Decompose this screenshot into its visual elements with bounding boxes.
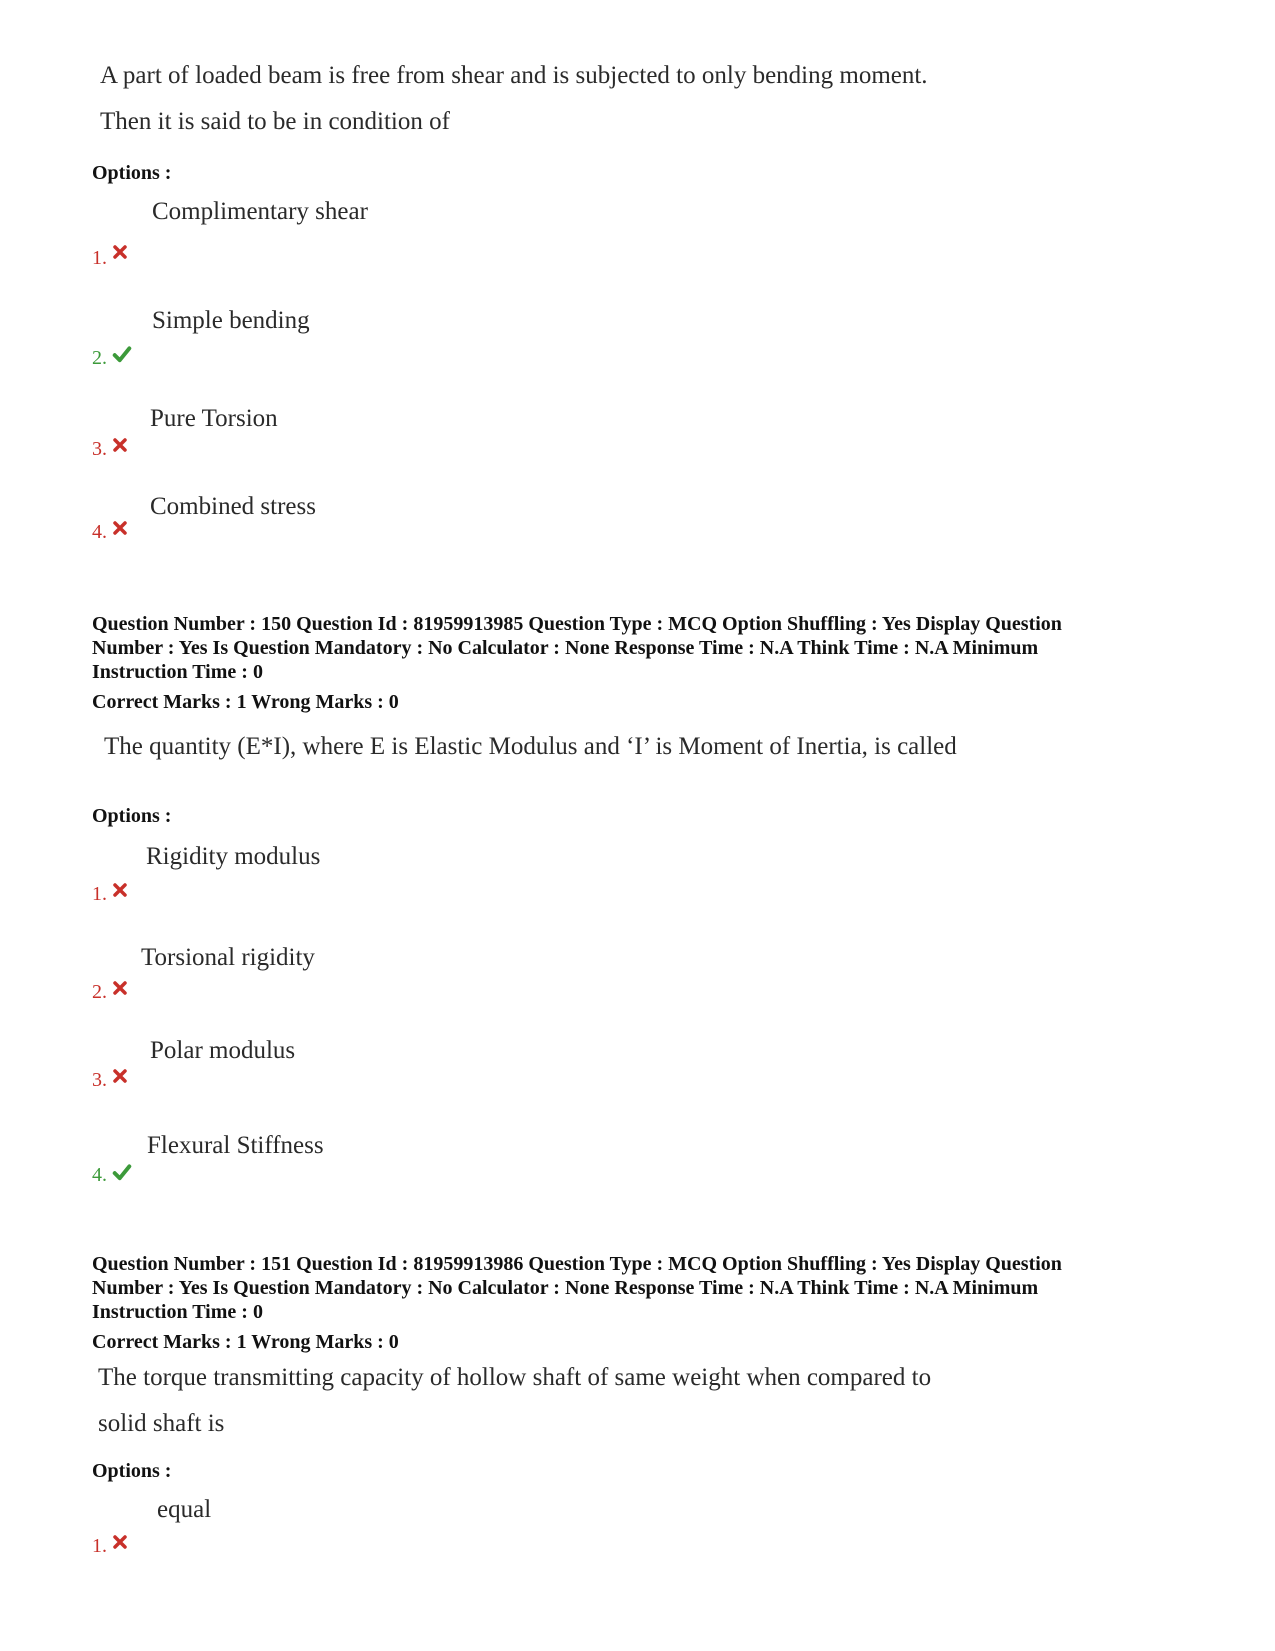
question-150-marks: Correct Marks : 1 Wrong Marks : 0 (92, 691, 399, 713)
question-150-meta-line1: Question Number : 150 Question Id : 81959913985 Question Type : MCQ Option Shuffling : Yes Display Question (92, 613, 1062, 635)
cross-icon (112, 520, 128, 536)
checkmark-icon (112, 1163, 132, 1181)
option-number: 3. (92, 1069, 128, 1092)
checkmark-icon (112, 345, 132, 363)
option-number: 2. (92, 347, 132, 370)
option-number: 3. (92, 438, 128, 461)
question-149-text-line1: A part of loaded beam is free from shear and is subjected to only bending moment. (100, 62, 928, 89)
cross-icon (112, 980, 128, 996)
question-150-text: The quantity (E*I), where E is Elastic Modulus and ‘I’ is Moment of Inertia, is called (104, 733, 957, 760)
options-label: Options : (92, 1460, 172, 1482)
cross-icon (112, 882, 128, 898)
question-151-meta-line3: Instruction Time : 0 (92, 1301, 263, 1323)
option-number: 1. (92, 883, 128, 906)
option-text: Flexural Stiffness (147, 1132, 324, 1159)
option-number: 4. (92, 1164, 132, 1187)
option-number: 1. (92, 1535, 128, 1558)
option-text: Polar modulus (150, 1037, 296, 1064)
question-151-meta-line2: Number : Yes Is Question Mandatory : No Calculator : None Response Time : N.A Think Time : N.A Minimum (92, 1277, 1039, 1299)
option-text: Torsional rigidity (141, 944, 315, 971)
cross-icon (112, 437, 128, 453)
question-150-meta-line3: Instruction Time : 0 (92, 661, 263, 683)
question-151-meta-line1: Question Number : 151 Question Id : 81959913986 Question Type : MCQ Option Shuffling : Yes Display Question (92, 1253, 1062, 1275)
option-text: Complimentary shear (152, 198, 368, 225)
option-text: Combined stress (150, 493, 316, 520)
question-151-text-line2: solid shaft is (98, 1410, 225, 1437)
cross-icon (112, 1534, 128, 1550)
options-label: Options : (92, 162, 172, 184)
option-number: 4. (92, 521, 128, 544)
cross-icon (112, 1068, 128, 1084)
options-label: Options : (92, 805, 172, 827)
option-number: 2. (92, 981, 128, 1004)
question-149-text-line2: Then it is said to be in condition of (100, 108, 450, 135)
cross-icon (112, 244, 128, 260)
option-text: equal (157, 1496, 212, 1523)
option-number: 1. (92, 247, 128, 270)
option-text: Simple bending (152, 307, 310, 334)
question-150-meta-line2: Number : Yes Is Question Mandatory : No Calculator : None Response Time : N.A Think Time : N.A Minimum (92, 637, 1039, 659)
question-151-marks: Correct Marks : 1 Wrong Marks : 0 (92, 1331, 399, 1353)
option-text: Pure Torsion (150, 405, 278, 432)
option-text: Rigidity modulus (146, 843, 321, 870)
question-151-text-line1: The torque transmitting capacity of hollow shaft of same weight when compared to (98, 1364, 932, 1391)
